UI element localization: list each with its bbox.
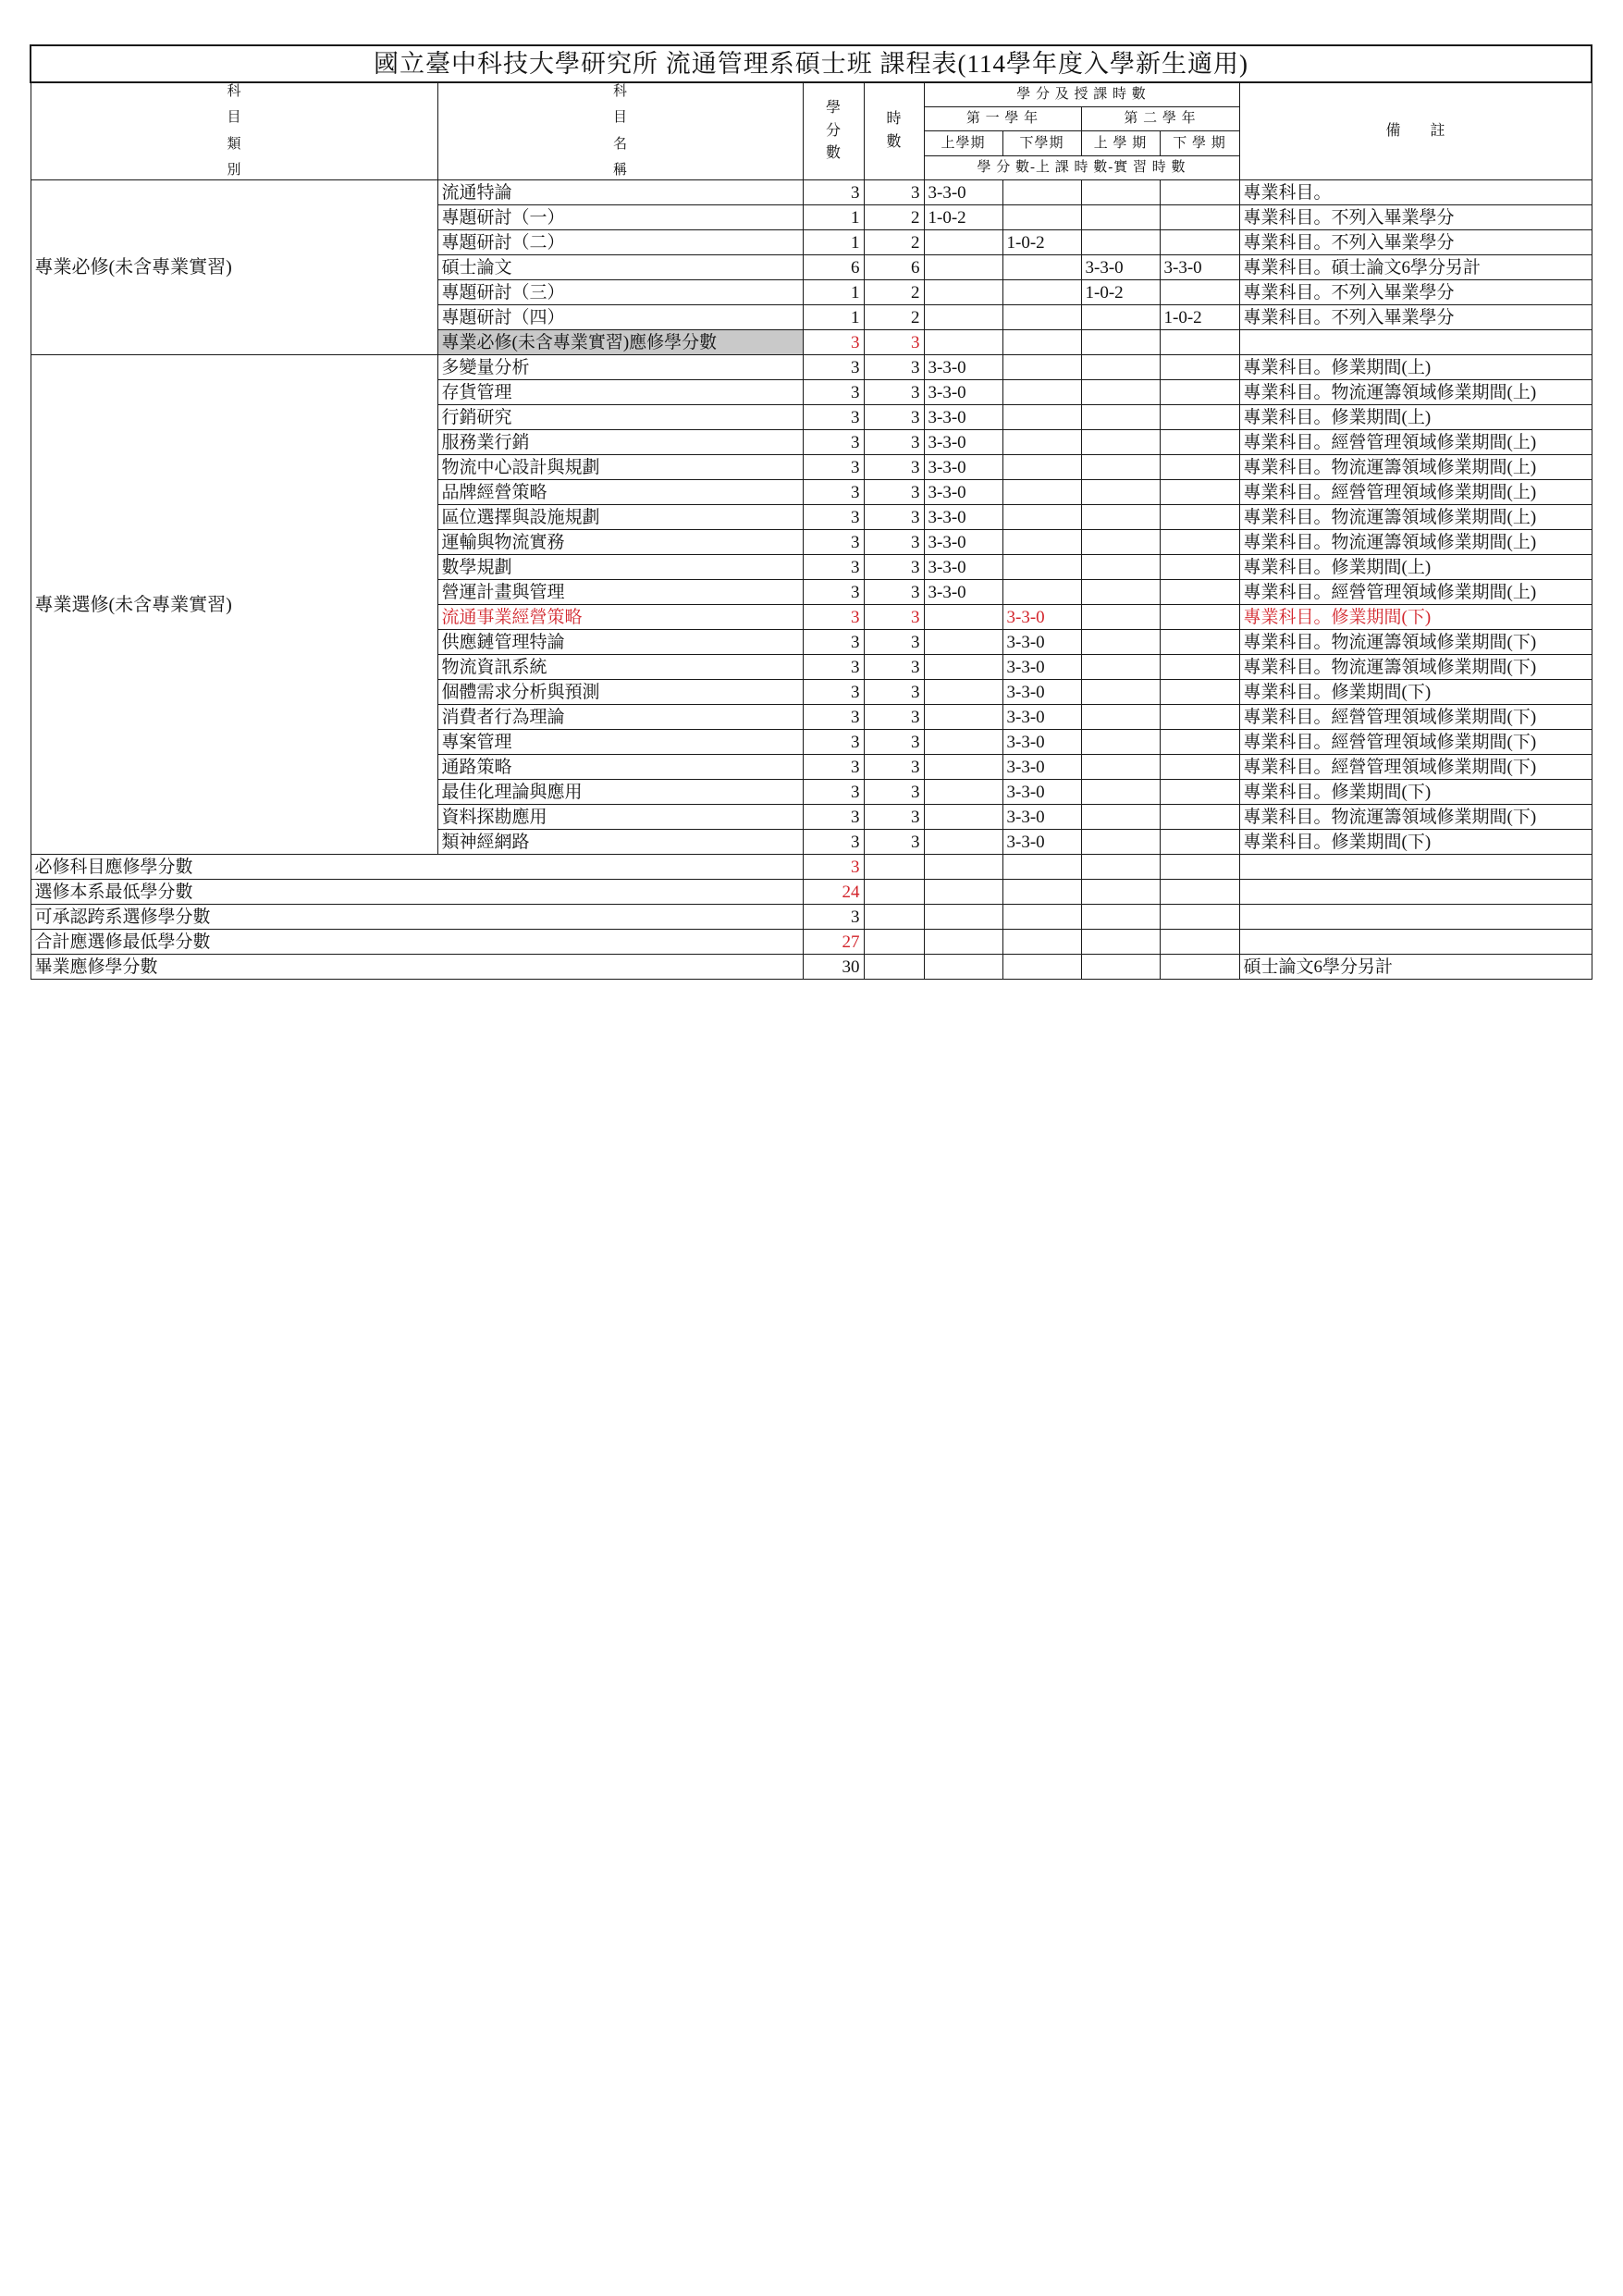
course-hours: 3 [864, 655, 924, 680]
y1-sem2-cell: 3-3-0 [1002, 680, 1081, 705]
header-credits-char: 分 [825, 122, 841, 139]
y1-sem2-cell: 3-3-0 [1002, 805, 1081, 830]
y1-sem2-cell: 3-3-0 [1002, 755, 1081, 780]
course-remarks: 專業科目。物流運籌領域修業期間(下) [1239, 630, 1592, 655]
course-hours: 3 [864, 755, 924, 780]
required-subtotal-hours: 3 [864, 330, 924, 355]
course-name: 多變量分析 [437, 355, 803, 380]
y1-sem1-cell: 3-3-0 [924, 530, 1002, 555]
header-credits-char: 數 [825, 145, 841, 162]
header-category-char: 目 [227, 110, 241, 126]
course-hours: 3 [864, 705, 924, 730]
y2-sem2-cell [1160, 205, 1239, 230]
header-year-2: 第 二 學 年 [1081, 107, 1239, 131]
y1-sem1-cell: 3-3-0 [924, 455, 1002, 480]
y1-sem1-cell: 1-0-2 [924, 205, 1002, 230]
summary-remarks [1239, 855, 1592, 880]
course-hours: 3 [864, 780, 924, 805]
y1-sem2-cell: 3-3-0 [1002, 630, 1081, 655]
course-name: 營運計畫與管理 [437, 580, 803, 605]
empty-cell [1081, 880, 1160, 905]
y2-sem2-cell [1160, 830, 1239, 855]
course-remarks: 專業科目。經營管理領域修業期間(下) [1239, 755, 1592, 780]
y2-sem1-cell [1081, 430, 1160, 455]
y1-sem1-cell [924, 755, 1002, 780]
y2-sem2-cell: 3-3-0 [1160, 255, 1239, 280]
empty-cell [924, 955, 1002, 980]
curriculum-table [30, 44, 1592, 980]
y2-sem1-cell [1081, 530, 1160, 555]
y2-sem2-cell [1160, 780, 1239, 805]
course-remarks: 專業科目。經營管理領域修業期間(下) [1239, 705, 1592, 730]
course-remarks: 專業科目。修業期間(下) [1239, 605, 1592, 630]
y2-sem2-cell [1160, 230, 1239, 255]
summary-label: 合計應選修最低學分數 [31, 930, 803, 955]
course-credits: 3 [803, 580, 864, 605]
course-credits: 3 [803, 355, 864, 380]
course-remarks: 專業科目。修業期間(上) [1239, 555, 1592, 580]
course-hours: 3 [864, 680, 924, 705]
y1-sem1-cell [924, 780, 1002, 805]
empty-cell [924, 905, 1002, 930]
header-category-char: 科 [227, 84, 241, 99]
course-credits: 3 [803, 830, 864, 855]
empty-cell [1081, 330, 1160, 355]
course-credits: 3 [803, 405, 864, 430]
course-remarks: 專業科目。經營管理領域修業期間(下) [1239, 730, 1592, 755]
y1-sem1-cell [924, 705, 1002, 730]
y1-sem2-cell [1002, 530, 1081, 555]
y2-sem1-cell [1081, 730, 1160, 755]
y2-sem2-cell [1160, 405, 1239, 430]
header-credits [803, 82, 864, 180]
summary-credits: 3 [803, 905, 864, 930]
course-hours: 3 [864, 455, 924, 480]
y2-sem2-cell [1160, 455, 1239, 480]
y1-sem2-cell [1002, 280, 1081, 305]
summary-row [31, 930, 1592, 955]
course-credits: 3 [803, 530, 864, 555]
y2-sem2-cell [1160, 655, 1239, 680]
course-remarks: 專業科目。經營管理領域修業期間(上) [1239, 580, 1592, 605]
y2-sem1-cell [1081, 480, 1160, 505]
course-credits: 1 [803, 280, 864, 305]
y2-sem1-cell [1081, 630, 1160, 655]
y1-sem1-cell [924, 830, 1002, 855]
y1-sem1-cell: 3-3-0 [924, 555, 1002, 580]
y2-sem2-cell [1160, 430, 1239, 455]
course-credits: 3 [803, 805, 864, 830]
course-remarks: 專業科目。經營管理領域修業期間(上) [1239, 480, 1592, 505]
required-subtotal-credits: 3 [803, 330, 864, 355]
summary-credits: 3 [803, 855, 864, 880]
empty-cell [1002, 330, 1081, 355]
summary-remarks [1239, 930, 1592, 955]
course-credits: 3 [803, 555, 864, 580]
y2-sem1-cell [1081, 455, 1160, 480]
empty-cell [1002, 930, 1081, 955]
y2-sem1-cell [1081, 380, 1160, 405]
summary-label: 畢業應修學分數 [31, 955, 803, 980]
y1-sem1-cell [924, 255, 1002, 280]
course-remarks: 專業科目。碩士論文6學分另計 [1239, 255, 1592, 280]
y2-sem1-cell [1081, 605, 1160, 630]
course-credits: 3 [803, 630, 864, 655]
y1-sem1-cell: 3-3-0 [924, 580, 1002, 605]
required-subtotal-label: 專業必修(未含專業實習)應修學分數 [437, 330, 803, 355]
y2-sem1-cell: 3-3-0 [1081, 255, 1160, 280]
y1-sem2-cell: 3-3-0 [1002, 705, 1081, 730]
y1-sem1-cell: 3-3-0 [924, 430, 1002, 455]
y2-sem1-cell [1081, 555, 1160, 580]
course-remarks: 專業科目。物流運籌領域修業期間(上) [1239, 380, 1592, 405]
course-name: 專題研討（三） [437, 280, 803, 305]
y2-sem2-cell [1160, 605, 1239, 630]
course-hours: 3 [864, 530, 924, 555]
page-title: 國立臺中科技大學研究所 流通管理系碩士班 課程表(114學年度入學新生適用) [31, 45, 1592, 82]
y1-sem1-cell: 3-3-0 [924, 380, 1002, 405]
course-hours: 3 [864, 630, 924, 655]
header-hours-char: 數 [886, 134, 902, 150]
summary-row [31, 955, 1592, 980]
course-hours: 3 [864, 355, 924, 380]
course-name: 專題研討（四） [437, 305, 803, 330]
summary-remarks: 碩士論文6學分另計 [1239, 955, 1592, 980]
course-remarks: 專業科目。修業期間(上) [1239, 355, 1592, 380]
header-category-char: 類 [227, 136, 241, 152]
course-hours: 3 [864, 405, 924, 430]
empty-cell [1160, 955, 1239, 980]
y2-sem1-cell [1081, 405, 1160, 430]
course-remarks: 專業科目。物流運籌領域修業期間(上) [1239, 455, 1592, 480]
header-credits-hours-group: 學 分 及 授 課 時 數 [924, 82, 1239, 107]
empty-cell [1160, 930, 1239, 955]
course-remarks: 專業科目。修業期間(下) [1239, 680, 1592, 705]
y2-sem2-cell [1160, 180, 1239, 205]
header-hours-char: 時 [886, 111, 902, 128]
empty-cell [1081, 930, 1160, 955]
y2-sem2-cell: 1-0-2 [1160, 305, 1239, 330]
empty-cell [864, 930, 924, 955]
y2-sem2-cell [1160, 355, 1239, 380]
y2-sem2-cell [1160, 380, 1239, 405]
course-credits: 3 [803, 705, 864, 730]
y1-sem2-cell [1002, 355, 1081, 380]
header-legend: 學 分 數-上 課 時 數-實 習 時 數 [924, 155, 1239, 179]
empty-cell [864, 905, 924, 930]
category-elective: 專業選修(未含專業實習) [31, 355, 437, 855]
empty-cell [1002, 855, 1081, 880]
course-hours: 3 [864, 505, 924, 530]
header-y2-sem2: 下 學 期 [1160, 131, 1239, 155]
y2-sem2-cell [1160, 805, 1239, 830]
y2-sem2-cell [1160, 630, 1239, 655]
course-hours: 3 [864, 480, 924, 505]
empty-cell [1002, 905, 1081, 930]
y2-sem2-cell [1160, 680, 1239, 705]
y2-sem1-cell [1081, 180, 1160, 205]
y1-sem2-cell: 3-3-0 [1002, 830, 1081, 855]
y2-sem2-cell [1160, 555, 1239, 580]
y1-sem2-cell [1002, 580, 1081, 605]
y1-sem2-cell [1002, 555, 1081, 580]
course-credits: 3 [803, 430, 864, 455]
course-name: 類神經網路 [437, 830, 803, 855]
course-hours: 3 [864, 605, 924, 630]
y1-sem2-cell [1002, 455, 1081, 480]
course-hours: 2 [864, 205, 924, 230]
course-remarks: 專業科目。不列入畢業學分 [1239, 305, 1592, 330]
summary-remarks [1239, 905, 1592, 930]
course-hours: 6 [864, 255, 924, 280]
summary-remarks [1239, 880, 1592, 905]
y2-sem1-cell [1081, 705, 1160, 730]
course-name: 存貨管理 [437, 380, 803, 405]
course-name: 服務業行銷 [437, 430, 803, 455]
course-name: 專題研討（一） [437, 205, 803, 230]
course-name: 通路策略 [437, 755, 803, 780]
y2-sem2-cell [1160, 730, 1239, 755]
course-name: 品牌經營策略 [437, 480, 803, 505]
course-hours: 2 [864, 305, 924, 330]
course-credits: 1 [803, 305, 864, 330]
empty-cell [1160, 855, 1239, 880]
summary-label: 必修科目應修學分數 [31, 855, 803, 880]
header-course-name-char: 科 [612, 84, 627, 99]
course-credits: 1 [803, 230, 864, 255]
course-hours: 3 [864, 730, 924, 755]
course-hours: 3 [864, 580, 924, 605]
y2-sem1-cell [1081, 830, 1160, 855]
header-y2-sem1: 上 學 期 [1081, 131, 1160, 155]
summary-credits: 27 [803, 930, 864, 955]
empty-cell [1002, 880, 1081, 905]
header-course-name [437, 82, 803, 180]
y2-sem1-cell [1081, 230, 1160, 255]
course-name: 供應鏈管理特論 [437, 630, 803, 655]
course-remarks: 專業科目。物流運籌領域修業期間(下) [1239, 655, 1592, 680]
y2-sem2-cell [1160, 755, 1239, 780]
y2-sem2-cell [1160, 280, 1239, 305]
empty-cell [864, 880, 924, 905]
y2-sem1-cell: 1-0-2 [1081, 280, 1160, 305]
course-hours: 3 [864, 830, 924, 855]
summary-row [31, 855, 1592, 880]
empty-cell [1160, 880, 1239, 905]
course-name: 數學規劃 [437, 555, 803, 580]
course-credits: 3 [803, 505, 864, 530]
course-name: 流通事業經營策略 [437, 605, 803, 630]
course-hours: 3 [864, 805, 924, 830]
header-year-1: 第 一 學 年 [924, 107, 1081, 131]
summary-row [31, 880, 1592, 905]
course-hours: 3 [864, 380, 924, 405]
y1-sem2-cell [1002, 505, 1081, 530]
y1-sem1-cell: 3-3-0 [924, 480, 1002, 505]
course-remarks: 專業科目。不列入畢業學分 [1239, 230, 1592, 255]
course-credits: 3 [803, 680, 864, 705]
y1-sem2-cell [1002, 305, 1081, 330]
course-name: 最佳化理論與應用 [437, 780, 803, 805]
y1-sem2-cell: 3-3-0 [1002, 605, 1081, 630]
summary-credits: 30 [803, 955, 864, 980]
y1-sem2-cell [1002, 255, 1081, 280]
y1-sem1-cell: 3-3-0 [924, 180, 1002, 205]
header-course-name-char: 稱 [612, 162, 627, 178]
y2-sem1-cell [1081, 780, 1160, 805]
y1-sem1-cell [924, 280, 1002, 305]
y2-sem1-cell [1081, 580, 1160, 605]
course-name: 運輸與物流實務 [437, 530, 803, 555]
course-credits: 3 [803, 180, 864, 205]
y1-sem2-cell [1002, 480, 1081, 505]
header-credits-char: 學 [825, 99, 841, 116]
course-credits: 6 [803, 255, 864, 280]
y1-sem2-cell [1002, 380, 1081, 405]
header-course-name-char: 目 [612, 110, 627, 126]
course-hours: 3 [864, 555, 924, 580]
summary-credits: 24 [803, 880, 864, 905]
course-credits: 3 [803, 655, 864, 680]
empty-cell [1081, 955, 1160, 980]
y2-sem2-cell [1160, 705, 1239, 730]
header-category [31, 82, 437, 180]
course-name: 物流中心設計與規劃 [437, 455, 803, 480]
course-name: 專題研討（二） [437, 230, 803, 255]
y2-sem2-cell [1160, 530, 1239, 555]
course-credits: 3 [803, 780, 864, 805]
empty-cell [1081, 855, 1160, 880]
course-remarks: 專業科目。修業期間(上) [1239, 405, 1592, 430]
header-course-name-char: 名 [612, 136, 627, 152]
course-hours: 2 [864, 230, 924, 255]
empty-cell [1002, 955, 1081, 980]
course-remarks: 專業科目。修業期間(下) [1239, 830, 1592, 855]
empty-cell [1239, 330, 1592, 355]
course-name: 資料探勘應用 [437, 805, 803, 830]
empty-cell [924, 930, 1002, 955]
y1-sem2-cell: 3-3-0 [1002, 780, 1081, 805]
course-hours: 2 [864, 280, 924, 305]
y1-sem1-cell [924, 730, 1002, 755]
course-hours: 3 [864, 180, 924, 205]
y1-sem1-cell [924, 805, 1002, 830]
course-name: 流通特論 [437, 180, 803, 205]
course-credits: 3 [803, 380, 864, 405]
course-credits: 3 [803, 480, 864, 505]
course-name: 碩士論文 [437, 255, 803, 280]
y1-sem1-cell [924, 630, 1002, 655]
course-remarks: 專業科目。物流運籌領域修業期間(上) [1239, 530, 1592, 555]
summary-label: 選修本系最低學分數 [31, 880, 803, 905]
course-credits: 1 [803, 205, 864, 230]
course-name: 消費者行為理論 [437, 705, 803, 730]
course-name: 專案管理 [437, 730, 803, 755]
header-category-char: 別 [227, 162, 241, 178]
y2-sem1-cell [1081, 355, 1160, 380]
summary-label: 可承認跨系選修學分數 [31, 905, 803, 930]
empty-cell [1160, 905, 1239, 930]
y1-sem2-cell: 3-3-0 [1002, 655, 1081, 680]
course-remarks: 專業科目。 [1239, 180, 1592, 205]
course-remarks: 專業科目。物流運籌領域修業期間(上) [1239, 505, 1592, 530]
course-remarks: 專業科目。不列入畢業學分 [1239, 280, 1592, 305]
course-remarks: 專業科目。經營管理領域修業期間(上) [1239, 430, 1592, 455]
empty-cell [924, 880, 1002, 905]
y1-sem1-cell [924, 305, 1002, 330]
y1-sem1-cell: 3-3-0 [924, 355, 1002, 380]
y1-sem1-cell: 3-3-0 [924, 405, 1002, 430]
y2-sem2-cell [1160, 580, 1239, 605]
y2-sem2-cell [1160, 480, 1239, 505]
y2-sem1-cell [1081, 805, 1160, 830]
course-credits: 3 [803, 605, 864, 630]
course-hours: 3 [864, 430, 924, 455]
y2-sem1-cell [1081, 655, 1160, 680]
table-row [31, 355, 1592, 380]
empty-cell [1160, 330, 1239, 355]
course-remarks: 專業科目。不列入畢業學分 [1239, 205, 1592, 230]
empty-cell [1081, 905, 1160, 930]
y2-sem1-cell [1081, 305, 1160, 330]
header-y1-sem2: 下學期 [1002, 131, 1081, 155]
summary-row [31, 905, 1592, 930]
y1-sem1-cell [924, 655, 1002, 680]
header-remarks: 備 註 [1239, 82, 1592, 180]
y1-sem2-cell [1002, 430, 1081, 455]
empty-cell [924, 855, 1002, 880]
course-name: 區位選擇與設施規劃 [437, 505, 803, 530]
empty-cell [924, 330, 1002, 355]
y1-sem1-cell [924, 680, 1002, 705]
y2-sem1-cell [1081, 505, 1160, 530]
header-y1-sem1: 上學期 [924, 131, 1002, 155]
y1-sem2-cell [1002, 205, 1081, 230]
table-row [31, 180, 1592, 205]
y1-sem2-cell [1002, 180, 1081, 205]
y1-sem2-cell [1002, 405, 1081, 430]
course-name: 行銷研究 [437, 405, 803, 430]
y1-sem2-cell: 1-0-2 [1002, 230, 1081, 255]
empty-cell [864, 955, 924, 980]
course-remarks: 專業科目。修業期間(下) [1239, 780, 1592, 805]
y1-sem1-cell: 3-3-0 [924, 505, 1002, 530]
course-remarks: 專業科目。物流運籌領域修業期間(下) [1239, 805, 1592, 830]
course-name: 個體需求分析與預測 [437, 680, 803, 705]
course-credits: 3 [803, 455, 864, 480]
header-hours [864, 82, 924, 180]
course-credits: 3 [803, 755, 864, 780]
y2-sem1-cell [1081, 205, 1160, 230]
category-required: 專業必修(未含專業實習) [31, 180, 437, 355]
y1-sem1-cell [924, 230, 1002, 255]
y1-sem1-cell [924, 605, 1002, 630]
y1-sem2-cell: 3-3-0 [1002, 730, 1081, 755]
course-credits: 3 [803, 730, 864, 755]
y2-sem1-cell [1081, 755, 1160, 780]
y2-sem2-cell [1160, 505, 1239, 530]
course-name: 物流資訊系統 [437, 655, 803, 680]
y2-sem1-cell [1081, 680, 1160, 705]
empty-cell [864, 855, 924, 880]
